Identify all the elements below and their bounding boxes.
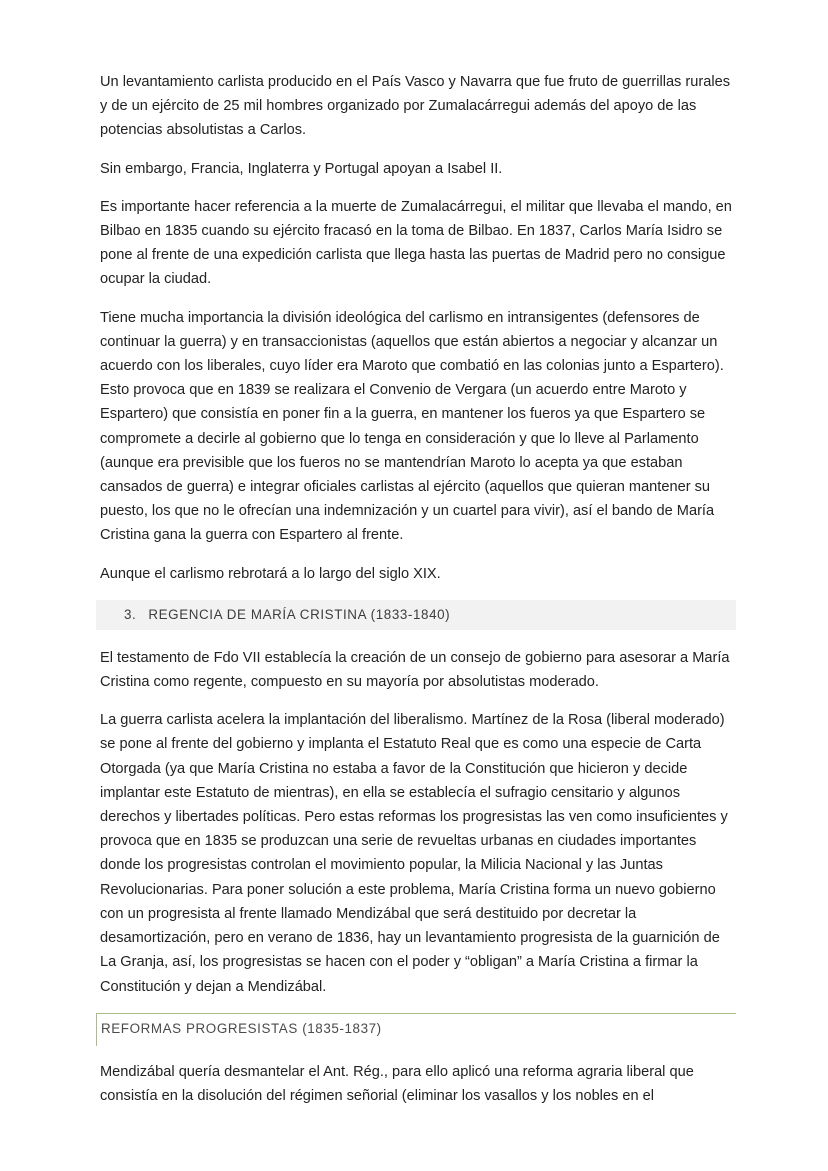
section-heading [96,600,736,630]
paragraph: Es importante hacer referencia a la muerte de Zumalacárregui, el militar que llevaba el mando, en Bilbao en 1835 cuando su ejército fracasó en la toma de Bilbao. En 1837, Carlos María Isidro se pone al frente de una expedición carlista que llega hasta las puertas de Madrid pero no consigue ocupar la ciudad. [100,198,732,288]
paragraph: Tiene mucha importancia la división ideológica del carlismo en intransigentes (defensores de continuar la guerra) y en transaccionistas (aquellos que están abiertos a negociar y alcanzar un acuerdo con los liberales, cuyo líder era Maroto que combatió en las colonias junto a Espartero). Esto provoca que en 1839 se realizara el Convenio de Vergara (un acuerdo entre Maroto y Espartero) que consistía en poner fin a la guerra, en mantener los fueros ya que Espartero se compromete a decirle al gobierno que lo tenga en consideración y que lo lleve al Parlamento (aunque era previsible que los fueros no se mantendrían Maroto lo acepta ya que estaban cansados de guerra) e integrar oficiales carlistas al ejército (aquellos que quieran mantener su puesto, los que no le ofrecían una indemnización y un cuartel para vivir), así el bando de María Cristina gana la guerra con Espartero al frente. [100,309,724,544]
document-page [100,70,736,1122]
paragraph: La guerra carlista acelera la implantación del liberalismo. Martínez de la Rosa (liberal moderado) se pone al frente del gobierno y implanta el Estatuto Real que es como una especie de Carta Otorgada (ya que María Cristina no estaba a favor de la Constitución que hicieron y decide implantar este Estatuto de mientras), en ella se establecía el sufragio censitario y algunos derechos y libertades políticas. Pero estas reformas los progresistas las ven como insuficientes y provoca que en 1835 se produzcan una serie de revueltas urbanas en ciudades importantes donde los progresistas controlan el movimiento popular, la Milicia Nacional y las Juntas Revolucionarias. Para poner solución a este problema, María Cristina forma un nuevo gobierno con un progresista al frente llamado Mendizábal que será destituido por decretar la desamortización, pero en verano de 1836, hay un levantamiento progresista de la guarnición de La Granja, así, los progresistas se hacen con el poder y “obligan” a María Cristina a firmar la Constitución y dejan a Mendizábal. [100,712,728,995]
paragraph: El testamento de Fdo VII establecía la creación de un consejo de gobierno para asesorar a María Cristina como regente, compuesto en su mayoría por absolutistas moderado. [100,649,730,691]
paragraph: Aunque el carlismo rebrotará a lo largo del siglo XIX. [100,565,441,582]
subsection-title: REFORMAS PROGRESISTAS (1835-1837) [101,1020,382,1036]
section-number: 3. [124,606,137,622]
section-title: REGENCIA DE MARÍA CRISTINA (1833-1840) [148,606,451,622]
paragraph: Sin embargo, Francia, Inglaterra y Portugal apoyan a Isabel II. [100,160,503,177]
paragraph: Un levantamiento carlista producido en el País Vasco y Navarra que fue fruto de guerrillas rurales y de un ejército de 25 mil hombres organizado por Zumalacárregui además del apoyo de las potencias absolutistas a Carlos. [100,74,731,139]
paragraph: Mendizábal quería desmantelar el Ant. Rég., para ello aplicó una reforma agraria liberal que consistía en la disolución del régimen señorial (eliminar los vasallos y los nobles en el [100,1063,694,1104]
subsection-heading [96,1013,736,1046]
